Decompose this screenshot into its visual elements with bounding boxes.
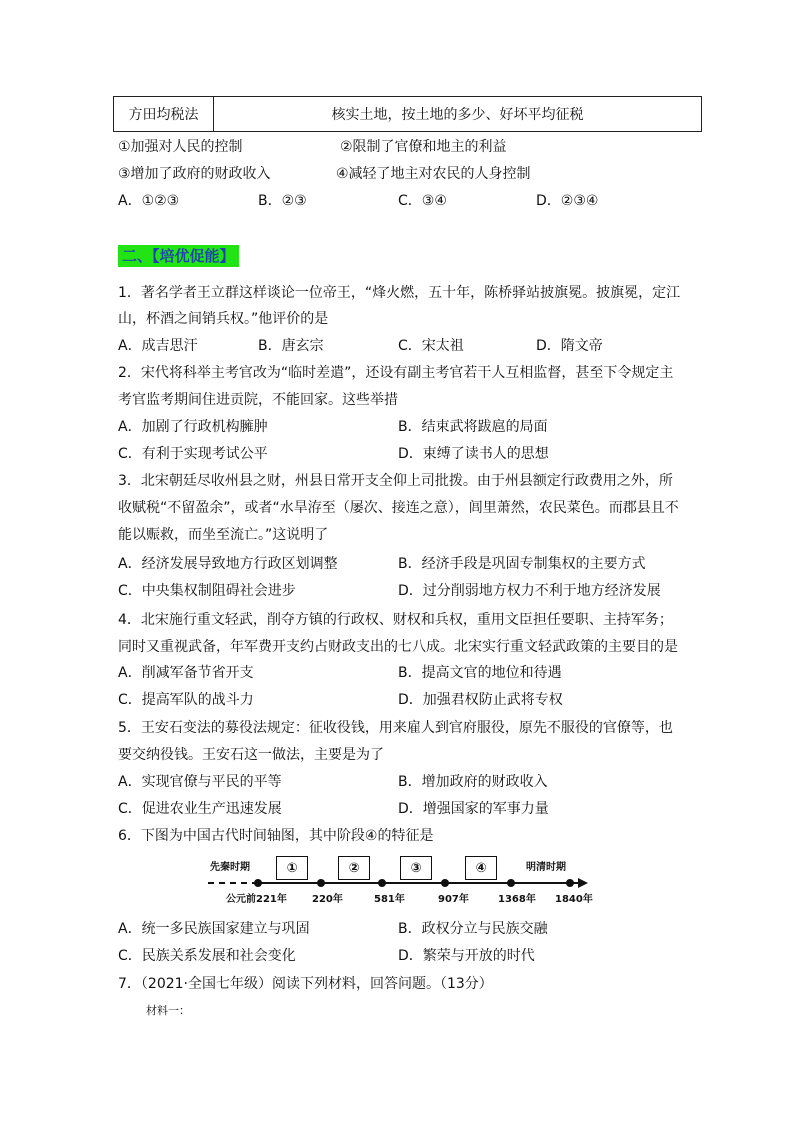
- q5-option-d: D．增强国家的军事力量: [398, 801, 549, 817]
- option-b: B．②③: [258, 193, 307, 209]
- timeline-point: [441, 879, 449, 887]
- timeline-arrow: [578, 878, 588, 888]
- q5-option-a: A．实现官僚与平民的平等: [118, 774, 282, 790]
- timeline-right-label: 明清时期: [526, 862, 566, 873]
- q1-option-c: C．宋太祖: [398, 338, 464, 354]
- q3-line3: 能以赈救，而坐至流亡。”这说明了: [118, 527, 329, 543]
- q2-line1: 2．宋代将科举主考官改为“临时差遣”，还设有副主考官若干人互相监督，甚至下令规定主: [118, 365, 674, 381]
- q2-option-c: C．有利于实现考试公平: [118, 446, 268, 462]
- q3-option-d: D．过分削弱地方权力不利于地方经济发展: [398, 583, 661, 599]
- option-a: A．①②③: [118, 193, 180, 209]
- q4-line1: 4．北宋施行重文轻武，削夺方镇的行政权、财权和兵权，重用文臣担任要职、主持军务；: [118, 612, 673, 628]
- timeline-stage-3: ③: [400, 856, 432, 880]
- timeline-point: [317, 879, 325, 887]
- timeline-dashed-start: [208, 882, 258, 886]
- timeline-point: [254, 879, 262, 887]
- timeline-tick-label: 1368年: [498, 894, 536, 905]
- timeline-point: [378, 879, 386, 887]
- option-c: C．③④: [398, 193, 447, 209]
- q3-option-a: A．经济发展导致地方行政区划调整: [118, 556, 338, 572]
- q4-line2: 同时又重视武备，年军费开支约占财政支出的七八成。北宋实行重文轻武政策的主要目的是: [118, 639, 678, 655]
- q5-line2: 要交纳役钱。王安石这一做法，主要是为了: [118, 747, 384, 763]
- q6-option-c: C．民族关系发展和社会变化: [118, 948, 296, 964]
- q5-option-c: C．促进农业生产迅速发展: [118, 801, 282, 817]
- statement-3: ③增加了政府的财政收入: [118, 166, 271, 182]
- q5-line1: 5．王安石变法的募役法规定：征收役钱，用来雇人到官府服役，原先不服役的官僚等，也: [118, 720, 673, 736]
- q6-option-b: B．政权分立与民族交融: [398, 921, 548, 937]
- q3-option-c: C．中央集权制阻碍社会进步: [118, 583, 296, 599]
- q1-option-a: A．成吉思汗: [118, 338, 198, 354]
- reform-table: [113, 96, 702, 132]
- statement-2: ②限制了官僚和地主的利益: [340, 139, 507, 155]
- q4-option-b: B．提高文官的地位和待遇: [398, 665, 562, 681]
- timeline-left-label: 先秦时期: [210, 862, 250, 873]
- q3-line2: 收赋税“不留盈余”，或者“水旱洊至（屡次、接连之意），闾里萧然，农民菜色。而郡县且不: [118, 500, 679, 516]
- timeline-tick-label: 公元前221年: [226, 894, 287, 905]
- q1-option-d: D．隋文帝: [536, 338, 603, 354]
- option-d: D．②③④: [536, 193, 599, 209]
- statement-1: ①加强对人民的控制: [118, 139, 243, 155]
- q6-line1: 6．下图为中国古代时间轴图，其中阶段④的特征是: [118, 828, 434, 844]
- q1-line2: 山，杯酒之间销兵权。”他评价的是: [118, 311, 329, 327]
- timeline-tick-label: 907年: [438, 894, 469, 905]
- q4-option-a: A．削减军备节省开支: [118, 665, 254, 681]
- timeline-stage-1: ①: [276, 856, 308, 880]
- q1-line1: 1．著名学者王立群这样谈论一位帝王，“烽火燃，五十年，陈桥驿站披旗冕。披旗冕，定江: [118, 285, 681, 301]
- q6-option-d: D．繁荣与开放的时代: [398, 948, 535, 964]
- q7-material-label: 材料一：: [146, 1004, 190, 1017]
- timeline-tick-label: 1840年: [555, 894, 593, 905]
- q2-option-b: B．结束武将跋扈的局面: [398, 419, 548, 435]
- timeline-point: [566, 879, 574, 887]
- timeline-tick-label: 220年: [312, 894, 343, 905]
- table-cell-reform-name: 方田均税法: [114, 97, 214, 131]
- q3-option-b: B．经济手段是巩固专制集权的主要方式: [398, 556, 646, 572]
- statement-4: ④减轻了地主对农民的人身控制: [336, 166, 531, 182]
- q4-option-d: D．加强君权防止武将专权: [398, 692, 563, 708]
- timeline-point: [507, 879, 515, 887]
- timeline-stage-4: ④: [465, 856, 497, 880]
- q2-line2: 考官监考期间住进贡院，不能回家。这些举措: [118, 392, 398, 408]
- q6-option-a: A．统一多民族国家建立与巩固: [118, 921, 310, 937]
- q5-option-b: B．增加政府的财政收入: [398, 774, 548, 790]
- timeline-stage-2: ②: [338, 856, 370, 880]
- timeline-tick-label: 581年: [374, 894, 405, 905]
- q1-option-b: B．唐玄宗: [258, 338, 324, 354]
- q7-line1: 7．（2021·全国七年级）阅读下列材料，回答问题。（13分）: [118, 976, 493, 992]
- timeline-figure: [208, 852, 598, 904]
- q3-line1: 3．北宋朝廷尽收州县之财，州县日常开支全仰上司批拨。由于州县额定行政费用之外，所: [118, 473, 673, 489]
- section-heading: 二、【培优促能】: [118, 245, 239, 267]
- q4-option-c: C．提高军队的战斗力: [118, 692, 254, 708]
- q2-option-a: A．加剧了行政机构臃肿: [118, 419, 268, 435]
- timeline-axis: [258, 882, 580, 884]
- table-cell-reform-content: 核实土地，按土地的多少、好坏平均征税: [331, 107, 584, 123]
- q2-option-d: D．束缚了读书人的思想: [398, 446, 549, 462]
